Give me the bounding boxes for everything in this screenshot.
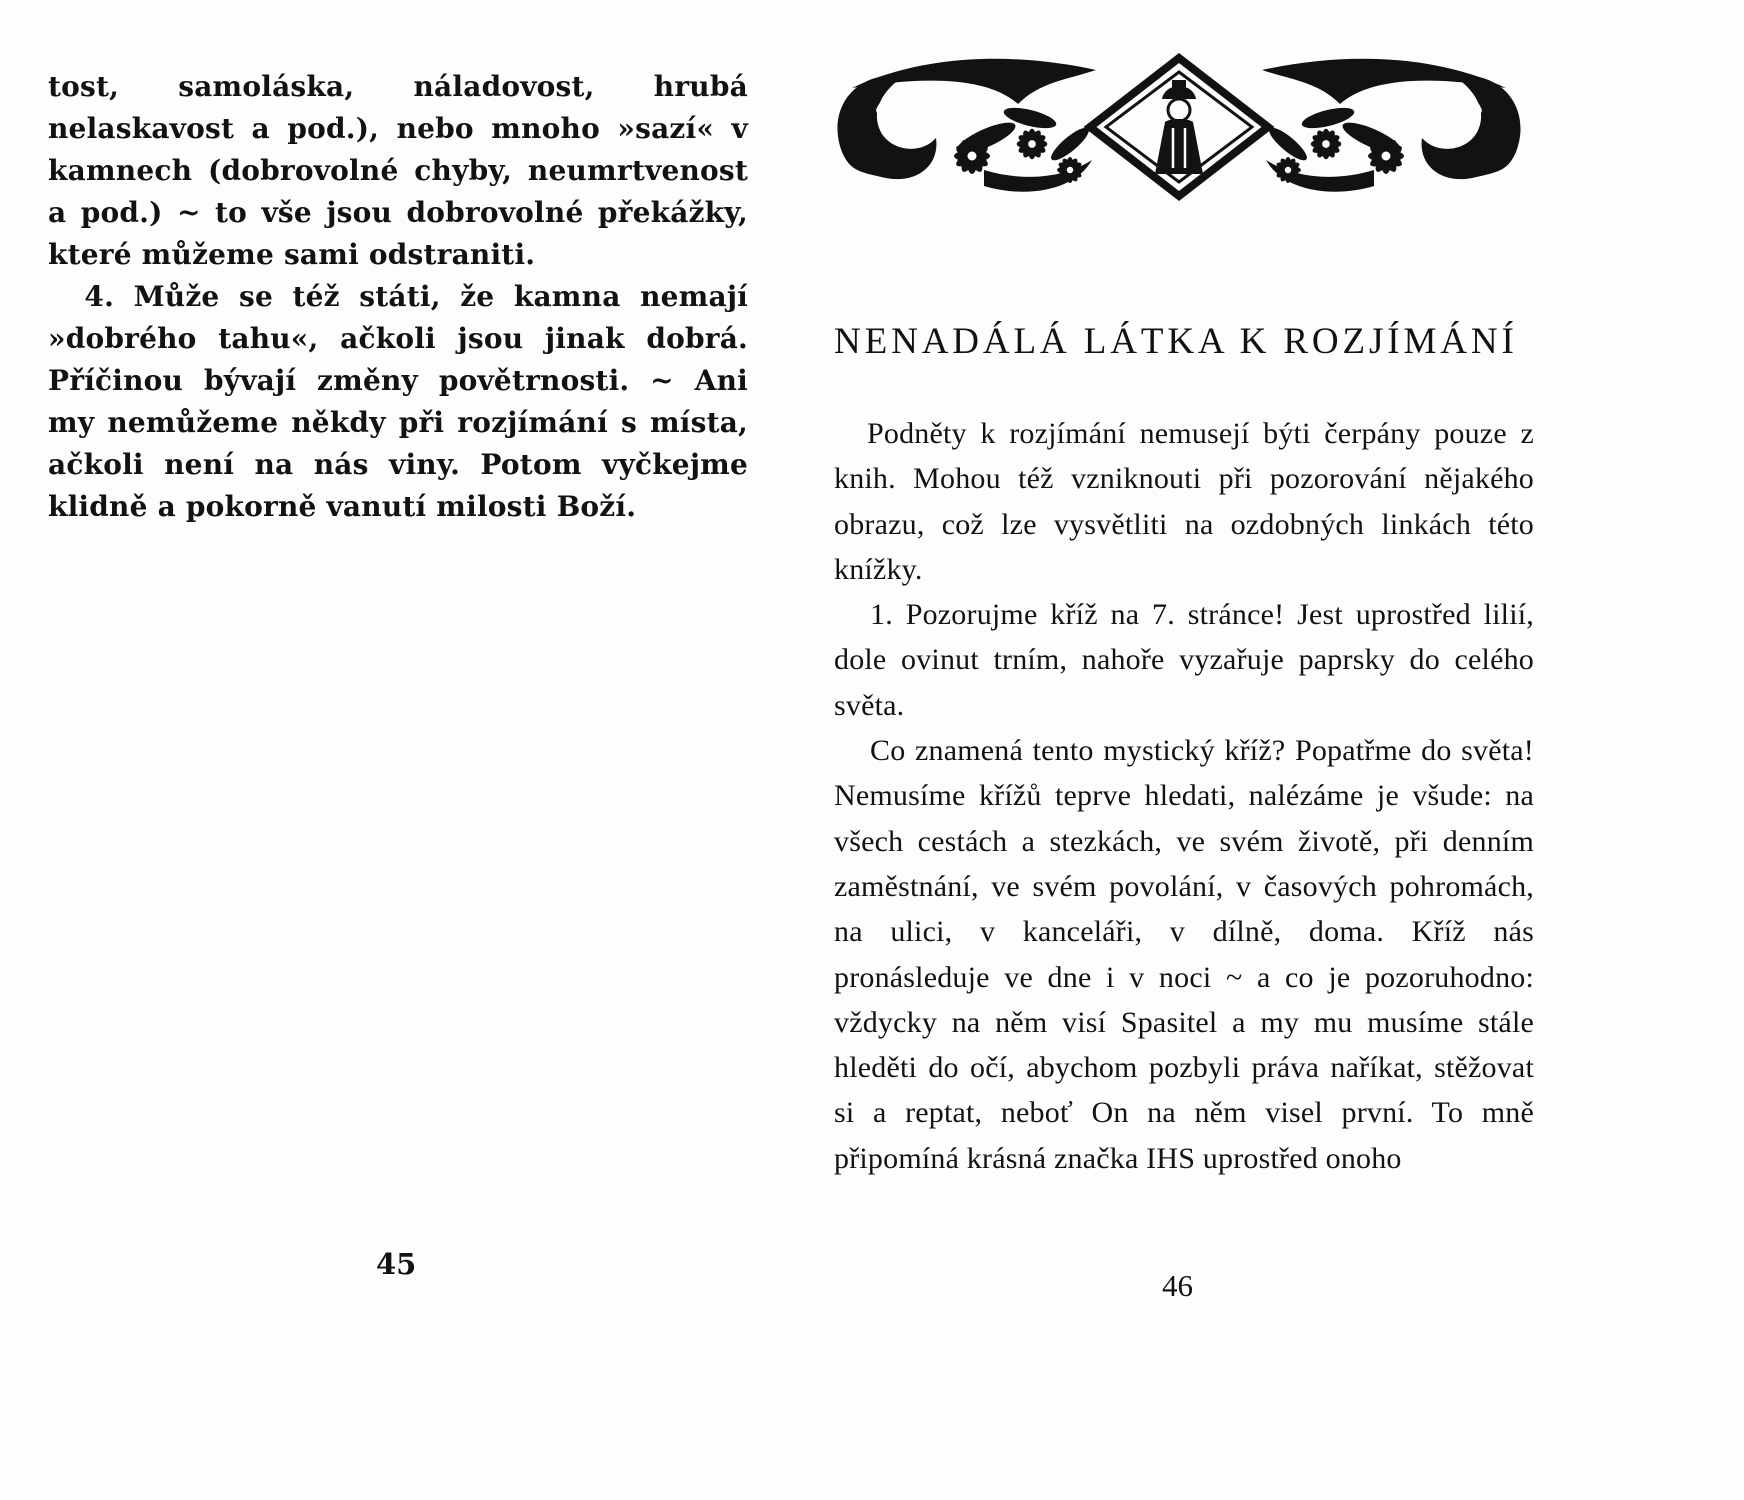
page-number-right: 46 <box>1162 1268 1193 1303</box>
left-page <box>48 66 748 528</box>
right-page <box>834 52 1534 1181</box>
paragraph: 4. Může se též státi, že kamna nemají »dobrého tahu«, ačkoli jsou jinak dobrá. Příčinou bývají změny povětrnosti. ~ Ani my nemůžeme někdy při rozjímání s místa, ačkoli není na nás viny. Potom vyčkejme klidně a pokorně vanutí milosti Boží. <box>48 280 748 523</box>
page-number-left: 45 <box>376 1247 417 1281</box>
paragraph: 1. Pozorujme kříž na 7. stránce! Jest uprostřed lilií, dole ovinut trním, nahoře vyzařuje paprsky do celého světa. <box>834 598 1534 722</box>
floral-ornament-image <box>834 52 1524 202</box>
paragraph: Podněty k rozjímání nemusejí býti čerpány pouze z knih. Mohou též vzniknouti při pozorování nějakého obrazu, což lze vysvětliti na ozdobných linkách této knížky. <box>834 417 1534 586</box>
paragraph: Co znamená tento mystický kříž? Popatřme do světa! Nemusíme křížů teprve hledati, nalézáme je všude: na všech cestách a stezkách, ve svém životě, při denním zaměstnání, ve svém povolání, v časových pohromách, na ulici, v kanceláři, v dílně, doma. Kříž nás pronásleduje ve dne i v noci ~ a co je pozoruhodno: vždycky na něm visí Spasitel a my mu musíme stále hleděti do očí, abychom pozbyli práva naříkat, stěžovat si a reptat, neboť On na něm visel první. To mně připomíná krásná značka IHS uprostřed onoho <box>834 734 1534 1175</box>
paragraph: tost, samoláska, náladovost, hrubá nelaskavost a pod.), nebo mnoho »sazí« v kamnech (dobrovolné chyby, neumrtvenost a pod.) ~ to vše jsou dobrovolné překážky, které můžeme sami odstraniti. <box>48 70 748 271</box>
medallion-figure <box>1090 58 1268 196</box>
chapter-heading: NENADÁLÁ LÁTKA K ROZJÍMÁNÍ <box>834 321 1518 362</box>
